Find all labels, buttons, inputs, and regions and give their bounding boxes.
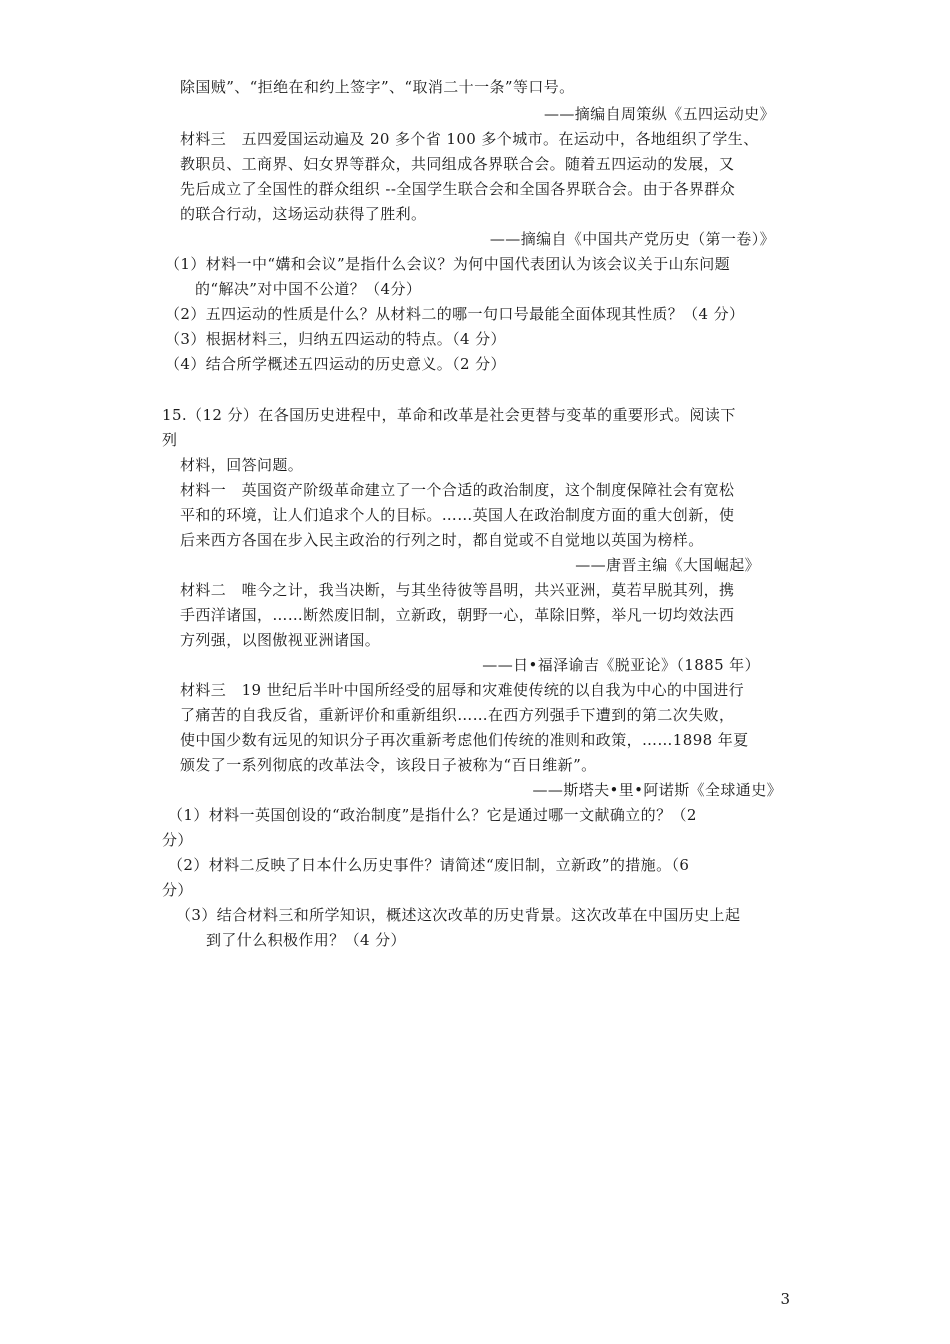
q15-question-1: （1）材料一英国创设的“政治制度”是指什么？它是通过哪一文献确立的？（2	[168, 806, 697, 824]
q15-material2-line: 方列强，以图傲视亚洲诸国。	[180, 631, 381, 649]
q15-material2-line: 手西洋诸国，……断然废旧制，立新政，朝野一心，革除旧弊，举凡一切均效法西	[180, 606, 735, 624]
q14-material2-source: ——摘编自周策纵《五四运动史》	[543, 105, 775, 123]
q15-question-2-wrap: 分）	[162, 881, 193, 899]
q15-material3-line: 材料三 19 世纪后半叶中国所经受的屈辱和灾难使传统的以自我为中心的中国进行	[180, 681, 745, 699]
q14-material2-tail: 除国贼”、“拒绝在和约上签字”、“取消二十一条”等口号。	[180, 78, 575, 96]
q15-heading-cont: 材料，回答问题。	[180, 456, 304, 474]
q15-heading-wrap: 列	[162, 431, 178, 449]
q15-material2-line: 材料二 唯今之计，我当决断，与其坐待彼等昌明，共兴亚洲，莫若早脱其列，携	[180, 581, 735, 599]
q15-question-3-cont: 到了什么积极作用？（4 分）	[206, 931, 406, 949]
q14-material3-line: 教职员、工商界、妇女界等群众，共同组成各界联合会。随着五四运动的发展，又	[180, 155, 735, 173]
q15-material1-line: 后来西方各国在步入民主政治的行列之时，都自觉或不自觉地以英国为榜样。	[180, 531, 704, 549]
q14-question-1: （1）材料一中“媾和会议”是指什么会议？为何中国代表团认为该会议关于山东问题	[165, 255, 731, 273]
q15-material2-source: ——日•福泽谕吉《脱亚论》（1885 年）	[482, 656, 760, 674]
q14-question-3: （3）根据材料三，归纳五四运动的特点。（4 分）	[165, 330, 506, 348]
q14-question-2: （2）五四运动的性质是什么？从材料二的哪一句口号最能全面体现其性质？（4 分）	[165, 305, 745, 323]
q14-material3-line: 的联合行动，这场运动获得了胜利。	[180, 205, 427, 223]
q15-material3-line: 颁发了一系列彻底的改革法令，该段日子被称为“百日维新”。	[180, 756, 597, 774]
q15-question-1-wrap: 分）	[162, 831, 193, 849]
q15-material1-line: 平和的环境，让人们追求个人的目标。……英国人在政治制度方面的重大创新，使	[180, 506, 735, 524]
page-number: 3	[780, 1290, 790, 1308]
q14-material3-source: ——摘编自《中国共产党历史（第一卷）》	[489, 230, 775, 248]
q15-material3-source: ——斯塔夫•里•阿诺斯《全球通史》	[532, 781, 782, 799]
q15-material1-line: 材料一 英国资产阶级革命建立了一个合适的政治制度，这个制度保障社会有宽松	[180, 481, 735, 499]
q15-material3-line: 了痛苦的自我反省，重新评价和重新组织……在西方列强手下遭到的第二次失败，	[180, 706, 735, 724]
q15-question-2: （2）材料二反映了日本什么历史事件？请简述“废旧制，立新政”的措施。（6	[168, 856, 690, 874]
q15-question-3: （3）结合材料三和所学知识，概述这次改革的历史背景。这次改革在中国历史上起	[176, 906, 741, 924]
q15-heading: 15.（12 分）在各国历史进程中，革命和改革是社会更替与变革的重要形式。阅读下	[162, 406, 736, 424]
q14-material3-line: 材料三 五四爱国运动遍及 20 多个省 100 多个城市。在运动中，各地组织了学生、	[180, 130, 759, 148]
q14-question-1-cont: 的“解决”对中国不公道？（4分）	[195, 280, 422, 298]
q15-material3-line: 使中国少数有远见的知识分子再次重新考虑他们传统的准则和政策，……1898 年夏	[180, 731, 749, 749]
q15-material1-source: ——唐晋主编《大国崛起》	[575, 556, 760, 574]
q14-question-4: （4）结合所学概述五四运动的历史意义。（2 分）	[165, 355, 506, 373]
q14-material3-line: 先后成立了全国性的群众组织 --全国学生联合会和全国各界联合会。由于各界群众	[180, 180, 736, 198]
